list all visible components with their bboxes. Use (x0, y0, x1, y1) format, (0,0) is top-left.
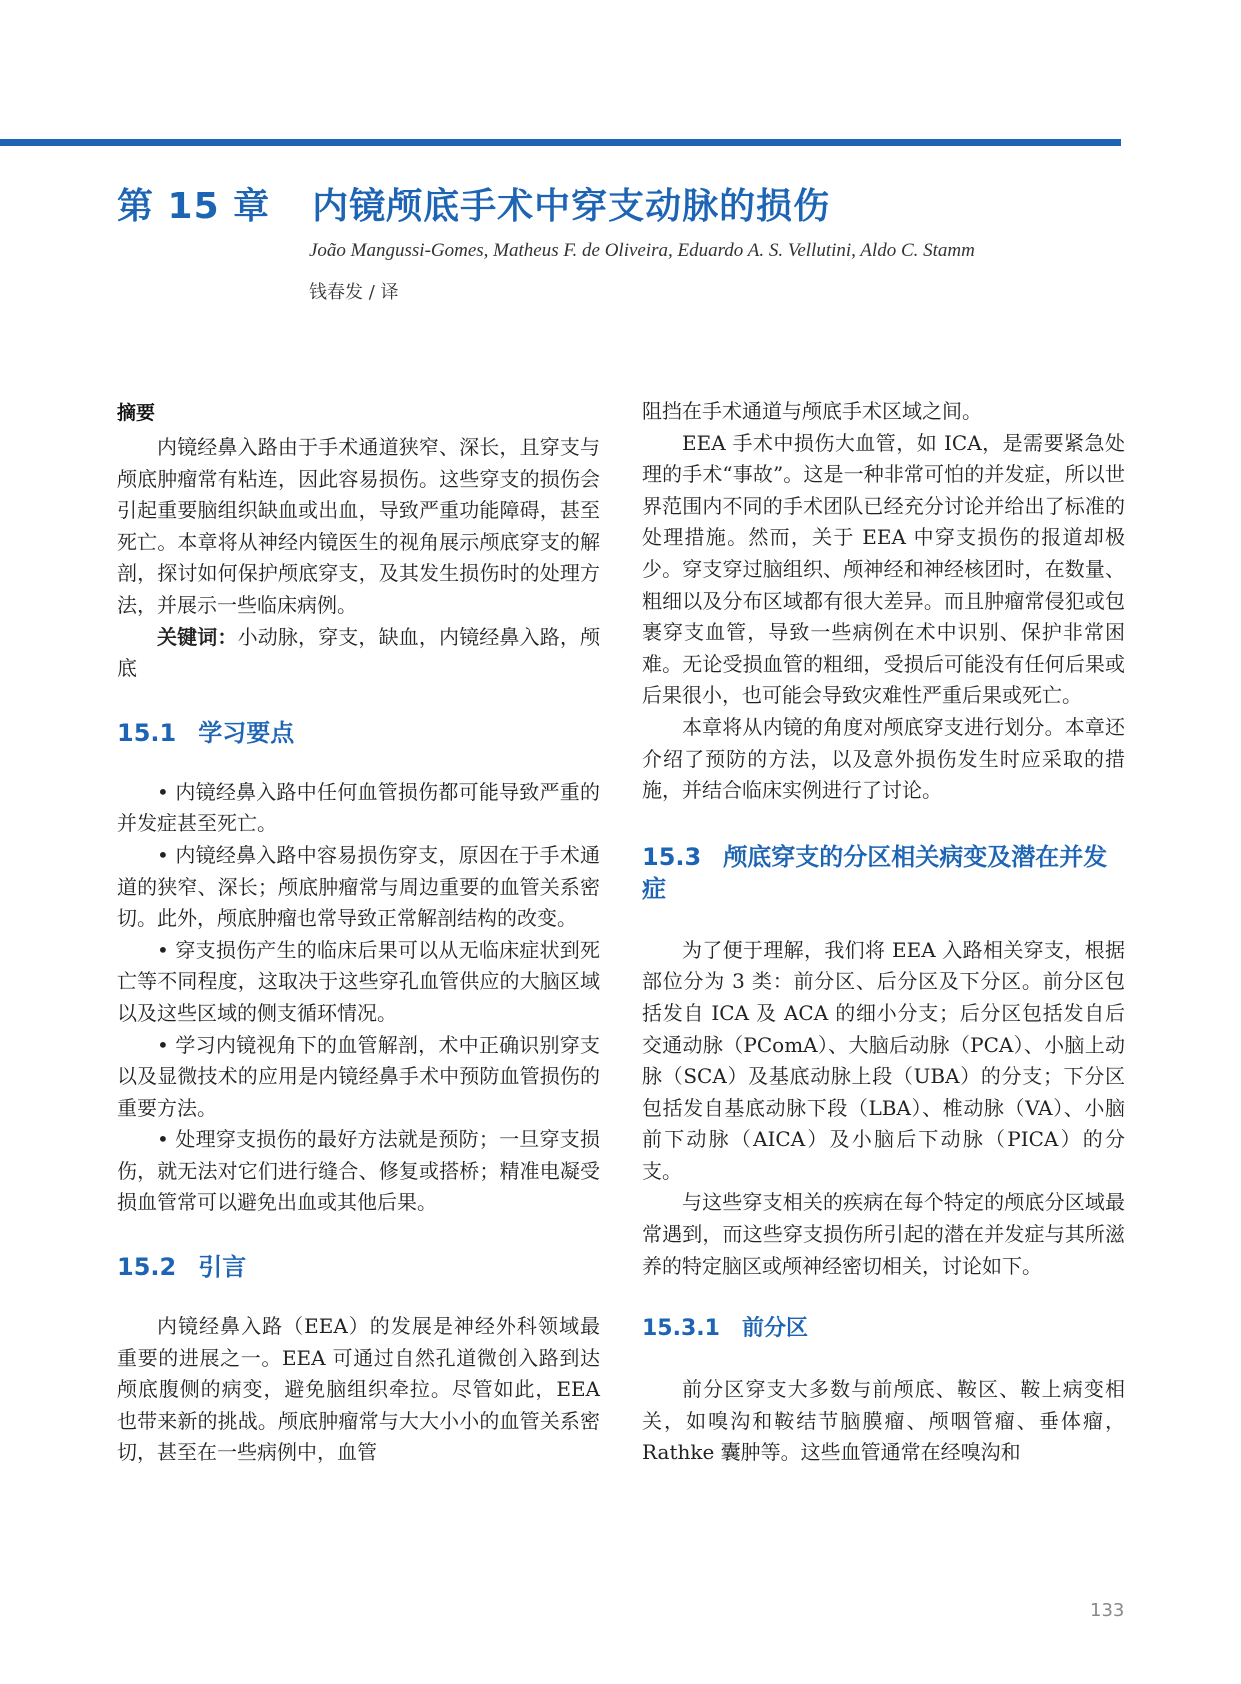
intro-paragraph-continued: 阻挡在手术通道与颅底手术区域之间。 (642, 399, 982, 423)
section-number: 15.2 (117, 1253, 177, 1282)
section-15-2-heading (117, 1251, 600, 1283)
bullet-item: • 处理穿支损伤的最好方法就是预防；一旦穿支损伤，就无法对它们进行缝合、修复或搭桥；精准电凝受损血管常可以避免出血或其他后果。 (117, 1127, 600, 1215)
section-15-1-heading (117, 717, 600, 749)
section-title: 颅底穿支的分区相关病变及潜在并发症 (642, 842, 1108, 903)
left-column (117, 396, 600, 1469)
chapter-heading (117, 178, 1117, 229)
body-paragraph: 与这些穿支相关的疾病在每个特定的颅底分区域最常遇到，而这些穿支损伤所引起的潜在并发症与其所滋养的特定脑区或颅神经密切相关，讨论如下。 (642, 1190, 1125, 1278)
section-number: 15.3 (642, 842, 702, 871)
section-title: 学习要点 (198, 718, 295, 747)
keywords-text: 小动脉，穿支，缺血，内镜经鼻入路，颅底 (117, 624, 601, 681)
body-paragraph: 前分区穿支大多数与前颅底、鞍区、鞍上病变相关，如嗅沟和鞍结节脑膜瘤、颅咽管瘤、垂体瘤，Rathke 囊肿等。这些血管通常在经嗅沟和 (642, 1377, 1125, 1465)
right-column (642, 396, 1125, 1469)
page-number: 133 (1090, 1600, 1125, 1621)
chapter-translator: 钱春发 / 译 (309, 282, 399, 303)
intro-paragraph: 内镜经鼻入路（EEA）的发展是神经外科领域最重要的进展之一。EEA 可通过自然孔道微创入路到达颅底腹侧的病变，避免脑组织牵拉。尽管如此，EEA 也带来新的挑战。颅底肿瘤常与大大小小的血管关系密切，甚至在一些病例中，血管 (117, 1314, 600, 1465)
abstract-text: 内镜经鼻入路由于手术通道狭窄、深长，且穿支与颅底肿瘤常有粘连，因此容易损伤。这些穿支的损伤会引起重要脑组织缺血或出血，导致严重功能障碍，甚至死亡。本章将从神经内镜医生的视角展示颅底穿支的解剖，探讨如何保护颅底穿支，及其发生损伤时的处理方法，并展示一些临床病例。 (117, 435, 600, 617)
chapter-title: 内镜颅底手术中穿支动脉的损伤 (312, 186, 831, 227)
intro-paragraph: EEA 手术中损伤大血管，如 ICA，是需要紧急处理的手术“事故”。这是一种非常可怕的并发症，所以世界范围内不同的手术团队已经充分讨论并给出了标准的处理措施。然而，关于 EEA 中穿支损伤的报道却极少。穿支穿过脑组织、颅神经和神经核团时，在数量、粗细以及分布区域都有很大差异。而且肿瘤常侵犯或包裹穿支血管，导致一些病例在术中识别、保护非常困难。无论受损血管的粗细，受损后可能没有任何后果或后果很小，也可能会导致灾难性严重后果或死亡。 (642, 430, 1125, 708)
chapter-number: 第 15 章 (117, 186, 271, 227)
abstract-title: 摘要 (117, 402, 156, 424)
keywords (117, 622, 600, 685)
section-title: 前分区 (741, 1316, 808, 1342)
bullet-item: • 内镜经鼻入路中任何血管损伤都可能导致严重的并发症甚至死亡。 (117, 779, 600, 836)
keywords-label: 关键词： (157, 624, 238, 649)
intro-paragraph: 本章将从内镜的角度对颅底穿支进行划分。本章还介绍了预防的方法，以及意外损伤发生时应采取的措施，并结合临床实例进行了讨论。 (642, 714, 1125, 803)
body-paragraph: 为了便于理解，我们将 EEA 入路相关穿支，根据部位分为 3 类：前分区、后分区及下分区。前分区包括发自 ICA 及 ACA 的细小分支；后分区包括发自后交通动脉（PComA）、大脑后动脉（PCA）、小脑上动脉（SCA）及基底动脉上段（UBA）的分支；下分区包括发自基底动脉下段（LBA）、椎动脉（VA）、小脑前下动脉（AICA）及小脑后下动脉（PICA）的分支。 (642, 937, 1125, 1183)
section-number: 15.3.1 (642, 1316, 720, 1342)
section-number: 15.1 (117, 718, 177, 747)
bullet-item: • 内镜经鼻入路中容易损伤穿支，原因在于手术通道的狭窄、深长；颅底肿瘤常与周边重要的血管关系密切。此外，颅底肿瘤也常导致正常解剖结构的改变。 (117, 842, 600, 931)
section-title: 引言 (198, 1253, 247, 1282)
header-rule (0, 139, 1121, 146)
chapter-authors: João Mangussi-Gomes, Matheus F. de Oliveira, Eduardo A. S. Vellutini, Aldo C. Stamm (309, 240, 975, 261)
section-15-3-heading (642, 841, 1125, 905)
bullet-item: • 学习内镜视角下的血管解剖，术中正确识别穿支以及显微技术的应用是内镜经鼻手术中预防血管损伤的重要方法。 (117, 1032, 600, 1120)
section-15-3-1-heading (642, 1314, 1125, 1344)
bullet-item: • 穿支损伤产生的临床后果可以从无临床症状到死亡等不同程度，这取决于这些穿孔血管供应的大脑区域以及这些区域的侧支循环情况。 (117, 937, 600, 1025)
